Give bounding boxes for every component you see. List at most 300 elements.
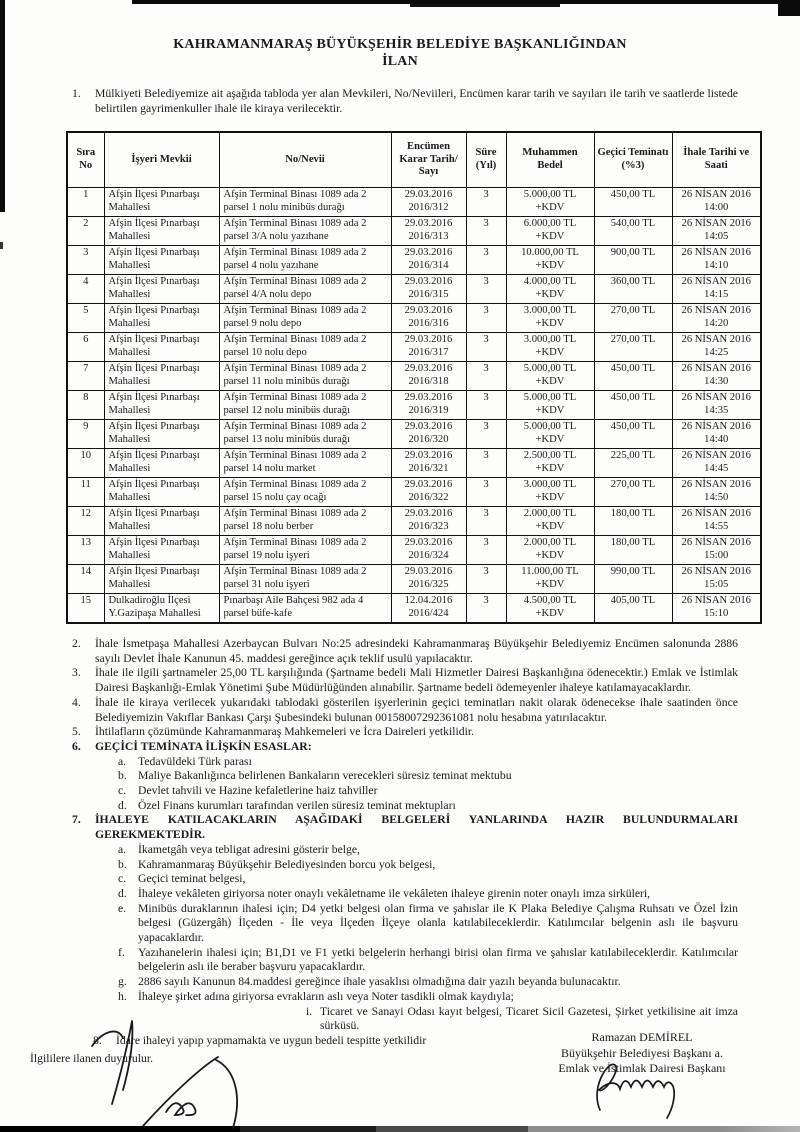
table-row: [67, 536, 761, 565]
cell-line: 3: [483, 537, 489, 548]
item-number: b.: [118, 857, 127, 871]
cell-line: Afşin Terminal Binası 1089 ada 2 parsel 1 nolu minibüs durağı: [223, 189, 367, 213]
table-cell: [67, 362, 104, 391]
table-cell: [104, 391, 219, 420]
cell-line: 26 NİSAN 2016: [681, 595, 751, 606]
table-cell: [506, 478, 594, 507]
table-cell: [391, 362, 466, 391]
table-cell: [219, 362, 391, 391]
scan-artifact-corner: [778, 3, 800, 16]
cell-line: 6.000,00 TL: [523, 218, 577, 229]
cell-line: Afşin Terminal Binası 1089 ada 2 parsel 15 nolu çay ocağı: [223, 479, 367, 503]
table-cell: [594, 420, 672, 449]
cell-line: Afşin İlçesi Pınarbaşı Mahallesi: [108, 450, 200, 474]
cell-line: 26 NİSAN 2016: [681, 363, 751, 374]
table-cell: [391, 536, 466, 565]
cell-line: 450,00 TL: [610, 363, 656, 374]
item-text: Kahramanmaraş Büyükşehir Belediyesinden borcu yok belgesi,: [138, 857, 436, 871]
sub-list-item: [118, 975, 738, 990]
ilan-table: [66, 131, 762, 624]
cell-line: 29.03.2016: [404, 421, 453, 432]
table-cell: [104, 507, 219, 536]
cell-line: 29.03.2016: [404, 392, 453, 403]
table-cell: [104, 536, 219, 565]
table-cell: [466, 333, 506, 362]
cell-line: 3: [483, 363, 489, 374]
cell-line: 12: [80, 508, 92, 519]
table-cell: [672, 362, 761, 391]
table-cell: [594, 391, 672, 420]
item-number: 6.: [72, 739, 81, 753]
table-cell: [506, 217, 594, 246]
table-row: [67, 594, 761, 624]
table-cell: [594, 594, 672, 624]
item-number: 4.: [72, 695, 81, 709]
list-item: [72, 725, 738, 740]
cell-line: 3.000,00 TL: [523, 305, 577, 316]
item-text: Devlet tahvili ve Hazine kefaletlerine haiz tahviller: [138, 784, 378, 798]
table-cell: [391, 246, 466, 275]
cell-line: 450,00 TL: [610, 421, 656, 432]
item-content: [138, 946, 738, 975]
cell-line: 14:40: [704, 433, 729, 445]
cell-line: 180,00 TL: [610, 537, 656, 548]
cell-line: 14:35: [704, 404, 729, 416]
table-cell: [104, 362, 219, 391]
cell-line: 5.000,00 TL: [523, 363, 577, 374]
table-cell: [67, 507, 104, 536]
item-text: Tedavüldeki Türk parası: [138, 754, 252, 768]
cell-line: Afşin Terminal Binası 1089 ada 2 parsel 13 nolu minibüs durağı: [223, 421, 367, 445]
table-cell: [672, 275, 761, 304]
cell-line: 3: [483, 189, 489, 200]
item-text: Ticaret ve Sanayi Odası kayıt belgesi, Ticaret Sicil Gazetesi, Şirket yetkilisine ait imza sürküsü.: [320, 1004, 738, 1033]
cell-line: Afşin Terminal Binası 1089 ada 2 parsel 31 nolu işyeri: [223, 566, 367, 590]
table-cell: [219, 333, 391, 362]
cell-line: +KDV: [535, 491, 565, 503]
cell-line: 14:05: [704, 230, 729, 242]
table-cell: [466, 246, 506, 275]
table-cell: [391, 449, 466, 478]
sub-list-item: [118, 946, 738, 975]
signatory-title1: Büyükşehir Belediyesi Başkanı a.: [561, 1045, 723, 1060]
table-cell: [594, 449, 672, 478]
cell-line: Afşin Terminal Binası 1089 ada 2 parsel 19 nolu işyeri: [223, 537, 367, 561]
table-cell: [219, 246, 391, 275]
cell-line: +KDV: [535, 520, 565, 532]
cell-line: 270,00 TL: [610, 334, 656, 345]
table-cell: [466, 217, 506, 246]
table-cell: [506, 420, 594, 449]
cell-line: 5.000,00 TL: [523, 392, 577, 403]
cell-line: 3.000,00 TL: [523, 334, 577, 345]
cell-line: 360,00 TL: [610, 276, 656, 287]
intro-paragraph: [72, 86, 738, 116]
cell-line: 3: [483, 595, 489, 606]
cell-line: Afşin İlçesi Pınarbaşı Mahallesi: [108, 537, 200, 561]
table-cell: [672, 565, 761, 594]
item-text: İhtilafların çözümünde Kahramanmaraş Mahkemeleri ve İcra Daireleri yetkilidir.: [95, 725, 475, 739]
table-cell: [466, 362, 506, 391]
table-cell: [391, 275, 466, 304]
table-cell: [594, 333, 672, 362]
table-cell: [672, 217, 761, 246]
item-text: İhaleye şirket adına giriyorsa evrakların aslı veya Noter tasdikli olmak kaydıyla;: [138, 989, 514, 1003]
cell-line: 3: [483, 508, 489, 519]
cell-line: Afşin Terminal Binası 1089 ada 2 parsel 18 nolu berber: [223, 508, 367, 532]
table-cell: [466, 188, 506, 217]
cell-line: 29.03.2016: [404, 334, 453, 345]
table-cell: [672, 536, 761, 565]
table-cell: [672, 478, 761, 507]
column-header: Geçici Teminatı (%3): [594, 132, 672, 188]
cell-line: 14:30: [704, 375, 729, 387]
table-cell: [672, 304, 761, 333]
table-cell: [219, 449, 391, 478]
item-text: 2886 sayılı Kanunun 84.maddesi gereğince ihale yasaklısı olmadığına dair yazılı beyanda bulunacaktır.: [138, 975, 621, 989]
cell-line: 270,00 TL: [610, 305, 656, 316]
cell-line: +KDV: [535, 607, 565, 619]
cell-line: 3: [483, 392, 489, 403]
cell-line: 900,00 TL: [610, 247, 656, 258]
cell-line: 14:45: [704, 462, 729, 474]
table-cell: [219, 536, 391, 565]
item-text: İhale ile ilgili şartnameler 25,00 TL karşılığında (Şartname bedeli Mali Hizmetler Dairesi Başkanlığına ödenecektir.) Emlak ve İstimlak Dairesi Başkanlığı-Emlak Yönetimi Şube Müdürlüğünden alınabilir. Şartname bedeli ödemeyenler ihaleye katılamayacaklardır.: [95, 666, 738, 695]
list-item: [72, 813, 738, 1034]
item-content: [95, 813, 738, 1034]
cell-line: 7: [83, 363, 89, 374]
table-cell: [672, 246, 761, 275]
table-cell: [506, 304, 594, 333]
item-content: [138, 755, 738, 770]
table-cell: [104, 478, 219, 507]
item-content: [138, 990, 738, 1034]
item-content: [138, 799, 738, 814]
item-text: Yazıhanelerin ihalesi için; B1,D1 ve F1 yetki belgelerin herhangi birisi olan firma ve şahıslar katılabileceklerdir. Katılımcılar belgelerin aslı ile beraber başvuru yapacaklardır.: [138, 945, 738, 974]
cell-line: 2.000,00 TL: [523, 537, 577, 548]
cell-line: 29.03.2016: [404, 508, 453, 519]
table-cell: [104, 565, 219, 594]
item-number: a.: [118, 842, 127, 856]
ilan-table-header: [67, 132, 761, 188]
cell-line: 3: [483, 479, 489, 490]
table-cell: [466, 275, 506, 304]
cell-line: 15: [80, 595, 92, 606]
item-text: Maliye Bakanlığınca belirlenen Bankaların verecekleri süresiz teminat mektubu: [138, 769, 512, 783]
item-number: 2.: [72, 637, 81, 650]
cell-line: 10.000,00 TL: [521, 247, 579, 258]
table-cell: [594, 188, 672, 217]
cell-line: 1: [83, 189, 89, 200]
table-cell: [506, 362, 594, 391]
cell-line: 5: [83, 305, 89, 316]
cell-line: 29.03.2016: [404, 363, 453, 374]
table-cell: [104, 275, 219, 304]
table-cell: [672, 420, 761, 449]
cell-line: 2.500,00 TL: [523, 450, 577, 461]
table-cell: [672, 188, 761, 217]
table-cell: [67, 217, 104, 246]
cell-line: 2016/320: [408, 433, 449, 445]
cell-line: 11: [80, 479, 91, 490]
cell-line: Afşin Terminal Binası 1089 ada 2 parsel 9 nolu depo: [223, 305, 367, 329]
table-cell: [67, 304, 104, 333]
cell-line: +KDV: [535, 375, 565, 387]
cell-line: Afşin İlçesi Pınarbaşı Mahallesi: [108, 566, 200, 590]
cell-line: +KDV: [535, 317, 565, 329]
table-row: [67, 362, 761, 391]
table-cell: [219, 217, 391, 246]
header-row: [67, 132, 761, 188]
cell-line: 29.03.2016: [404, 450, 453, 461]
table-cell: [506, 333, 594, 362]
item-number: c.: [118, 872, 127, 886]
table-cell: [104, 246, 219, 275]
table-cell: [672, 507, 761, 536]
table-cell: [391, 188, 466, 217]
cell-line: Afşin İlçesi Pınarbaşı Mahallesi: [108, 363, 200, 387]
table-row: [67, 449, 761, 478]
cell-line: 2016/317: [408, 346, 449, 358]
cell-line: 26 NİSAN 2016: [681, 247, 751, 258]
table-cell: [594, 304, 672, 333]
item-text: İdare ihaleyi yapıp yapmamakta ve uygun bedeli tespitte yetkilidir: [116, 1033, 427, 1047]
item-number: b.: [118, 769, 127, 783]
cell-line: 26 NİSAN 2016: [681, 421, 751, 432]
table-cell: [506, 594, 594, 624]
cell-line: 26 NİSAN 2016: [681, 450, 751, 461]
item-number: c.: [118, 784, 127, 798]
cell-line: 29.03.2016: [404, 218, 453, 229]
cell-line: Afşin İlçesi Pınarbaşı Mahallesi: [108, 276, 200, 300]
table-cell: [391, 478, 466, 507]
table-cell: [67, 420, 104, 449]
list-item: [72, 740, 738, 814]
cell-line: 14:10: [704, 259, 729, 271]
cell-line: 14:50: [704, 491, 729, 503]
cell-line: 14:00: [704, 201, 729, 213]
table-cell: [506, 565, 594, 594]
cell-line: 4.000,00 TL: [523, 276, 577, 287]
cell-line: 26 NİSAN 2016: [681, 305, 751, 316]
cell-line: 3: [83, 247, 89, 258]
item-number: a.: [118, 754, 127, 768]
cell-line: +KDV: [535, 201, 565, 213]
item-number: 5.: [72, 725, 81, 739]
table-row: [67, 333, 761, 362]
cell-line: +KDV: [535, 288, 565, 300]
table-cell: [391, 391, 466, 420]
cell-line: 14:20: [704, 317, 729, 329]
table-cell: [594, 536, 672, 565]
cell-line: Afşin İlçesi Pınarbaşı Mahallesi: [108, 189, 200, 213]
item-number: f.: [118, 945, 125, 959]
cell-line: 450,00 TL: [610, 189, 656, 200]
sub-list-item: [118, 784, 738, 799]
column-header: Sıra No: [67, 132, 104, 188]
cell-line: 3: [483, 334, 489, 345]
title-line-2: İLAN: [382, 54, 418, 69]
cell-line: 29.03.2016: [404, 305, 453, 316]
cell-line: 3: [483, 276, 489, 287]
table-cell: [67, 391, 104, 420]
cell-line: 2016/321: [408, 462, 449, 474]
table-row: [67, 246, 761, 275]
item-number: 3.: [72, 666, 81, 680]
table-cell: [67, 333, 104, 362]
intro-text: Mülkiyeti Belediyemize ait aşağıda tabloda yer alan Mevkileri, No/Neviileri, Encümen karar tarih ve sayıları ile tarih ve saatlerde listede belirtilen gayrimenkuller ihale ile kiraya verilecektir.: [95, 87, 738, 115]
table-cell: [67, 275, 104, 304]
cell-line: 3: [483, 305, 489, 316]
cell-line: Afşin Terminal Binası 1089 ada 2 parsel 10 nolu depo: [223, 334, 367, 358]
item-number: g.: [118, 975, 127, 989]
item-content: [95, 637, 738, 666]
scan-artifact-left-bar: [0, 0, 5, 212]
table-cell: [506, 507, 594, 536]
table-row: [67, 188, 761, 217]
cell-line: 26 NİSAN 2016: [681, 537, 751, 548]
cell-line: 225,00 TL: [610, 450, 656, 461]
cell-line: Afşin İlçesi Pınarbaşı Mahallesi: [108, 334, 200, 358]
cell-line: 5.000,00 TL: [523, 421, 577, 432]
table-cell: [391, 507, 466, 536]
cell-line: 26 NİSAN 2016: [681, 566, 751, 577]
item-content: [138, 784, 738, 799]
table-cell: [67, 478, 104, 507]
table-cell: [506, 246, 594, 275]
cell-line: 3: [483, 421, 489, 432]
cell-line: Dulkadiroğlu İlçesi Y.Gazipaşa Mahallesi: [108, 595, 201, 619]
sub-list-item: [118, 858, 738, 873]
cell-line: +KDV: [535, 462, 565, 474]
cell-line: +KDV: [535, 346, 565, 358]
cell-line: 29.03.2016: [404, 276, 453, 287]
item-text: Özel Finans kurumları tarafından verilen süresiz teminat mektupları: [138, 798, 456, 812]
sub-list-item: [118, 902, 738, 946]
cell-line: +KDV: [535, 549, 565, 561]
table-cell: [594, 478, 672, 507]
cell-line: 14:25: [704, 346, 729, 358]
item-text: İHALEYE KATILACAKLARIN AŞAĞIDAKİ BELGELERİ YANLARINDA HAZIR BULUNDURMALARI GEREKMEKTEDİR.: [95, 813, 738, 842]
cell-line: Afşin Terminal Binası 1089 ada 2 parsel 4/A nolu depo: [223, 276, 367, 300]
table-cell: [104, 188, 219, 217]
cell-line: 26 NİSAN 2016: [681, 508, 751, 519]
cell-line: 26 NİSAN 2016: [681, 218, 751, 229]
cell-line: 540,00 TL: [610, 218, 656, 229]
table-row: [67, 275, 761, 304]
table-cell: [104, 217, 219, 246]
cell-line: 3.000,00 TL: [523, 479, 577, 490]
cell-line: +KDV: [535, 433, 565, 445]
table-cell: [594, 507, 672, 536]
cell-line: 13: [80, 537, 92, 548]
sub-list-item: [118, 887, 738, 902]
table-row: [67, 478, 761, 507]
table-cell: [391, 594, 466, 624]
cell-line: 9: [83, 421, 89, 432]
item-content: [95, 666, 738, 695]
cell-line: Afşin İlçesi Pınarbaşı Mahallesi: [108, 508, 200, 532]
item-content: [138, 902, 738, 946]
list-item: [72, 696, 738, 725]
table-cell: [67, 188, 104, 217]
table-cell: [67, 536, 104, 565]
table-cell: [104, 449, 219, 478]
cell-line: 29.03.2016: [404, 537, 453, 548]
sub-list-item: [118, 755, 738, 770]
table-cell: [219, 304, 391, 333]
cell-line: Afşin İlçesi Pınarbaşı Mahallesi: [108, 305, 200, 329]
cell-line: Afşin İlçesi Pınarbaşı Mahallesi: [108, 421, 200, 445]
cell-line: 3: [483, 247, 489, 258]
table-cell: [104, 333, 219, 362]
cell-line: Afşin Terminal Binası 1089 ada 2 parsel 3/A nolu yazıhane: [223, 218, 367, 242]
cell-line: 15:10: [704, 607, 729, 619]
item-number: i.: [306, 1004, 313, 1018]
item-number: 7.: [72, 813, 81, 827]
cell-line: Afşin Terminal Binası 1089 ada 2 parsel 14 nolu market: [223, 450, 367, 474]
table-cell: [104, 420, 219, 449]
cell-line: 4.500,00 TL: [523, 595, 577, 606]
table-cell: [672, 594, 761, 624]
cell-line: 2: [83, 218, 89, 229]
table-cell: [104, 594, 219, 624]
table-cell: [466, 536, 506, 565]
cell-line: 2016/424: [408, 607, 449, 619]
table-cell: [466, 304, 506, 333]
column-header: Encümen Karar Tarih/ Sayı: [391, 132, 466, 188]
item-text: İkametgâh veya tebligat adresini gösterir belge,: [138, 842, 360, 856]
column-header: Süre (Yıl): [466, 132, 506, 188]
item-number: e.: [118, 901, 127, 915]
cell-line: 11.000,00 TL: [521, 566, 579, 577]
table-cell: [219, 507, 391, 536]
table-cell: [67, 449, 104, 478]
column-header: İşyeri Mevkii: [104, 132, 219, 188]
table-row: [67, 217, 761, 246]
table-cell: [506, 275, 594, 304]
cell-line: 2016/315: [408, 288, 449, 300]
table-cell: [391, 565, 466, 594]
cell-line: 15:00: [704, 549, 729, 561]
item-content: [138, 843, 738, 858]
cell-line: 2016/318: [408, 375, 449, 387]
table-row: [67, 565, 761, 594]
ilan-table-body: [67, 188, 761, 624]
column-header: Muhammen Bedel: [506, 132, 594, 188]
cell-line: Afşin İlçesi Pınarbaşı Mahallesi: [108, 392, 200, 416]
cell-line: 29.03.2016: [404, 479, 453, 490]
scan-artifact-left-tick: [0, 242, 3, 249]
cell-line: 6: [83, 334, 89, 345]
item-content: [138, 858, 738, 873]
table-cell: [672, 333, 761, 362]
table-cell: [594, 246, 672, 275]
sub-list-item: [118, 990, 738, 1034]
table-row: [67, 507, 761, 536]
cell-line: 29.03.2016: [404, 566, 453, 577]
scan-artifact-top-bar-2: [410, 4, 560, 7]
table-cell: [506, 449, 594, 478]
item-number: d.: [118, 886, 127, 900]
table-cell: [466, 391, 506, 420]
cell-line: 12.04.2016: [404, 595, 453, 606]
table-cell: [594, 362, 672, 391]
cell-line: 180,00 TL: [610, 508, 656, 519]
cell-line: 14:15: [704, 288, 729, 300]
cell-line: Afşin İlçesi Pınarbaşı Mahallesi: [108, 218, 200, 242]
cell-line: 2016/324: [408, 549, 449, 561]
